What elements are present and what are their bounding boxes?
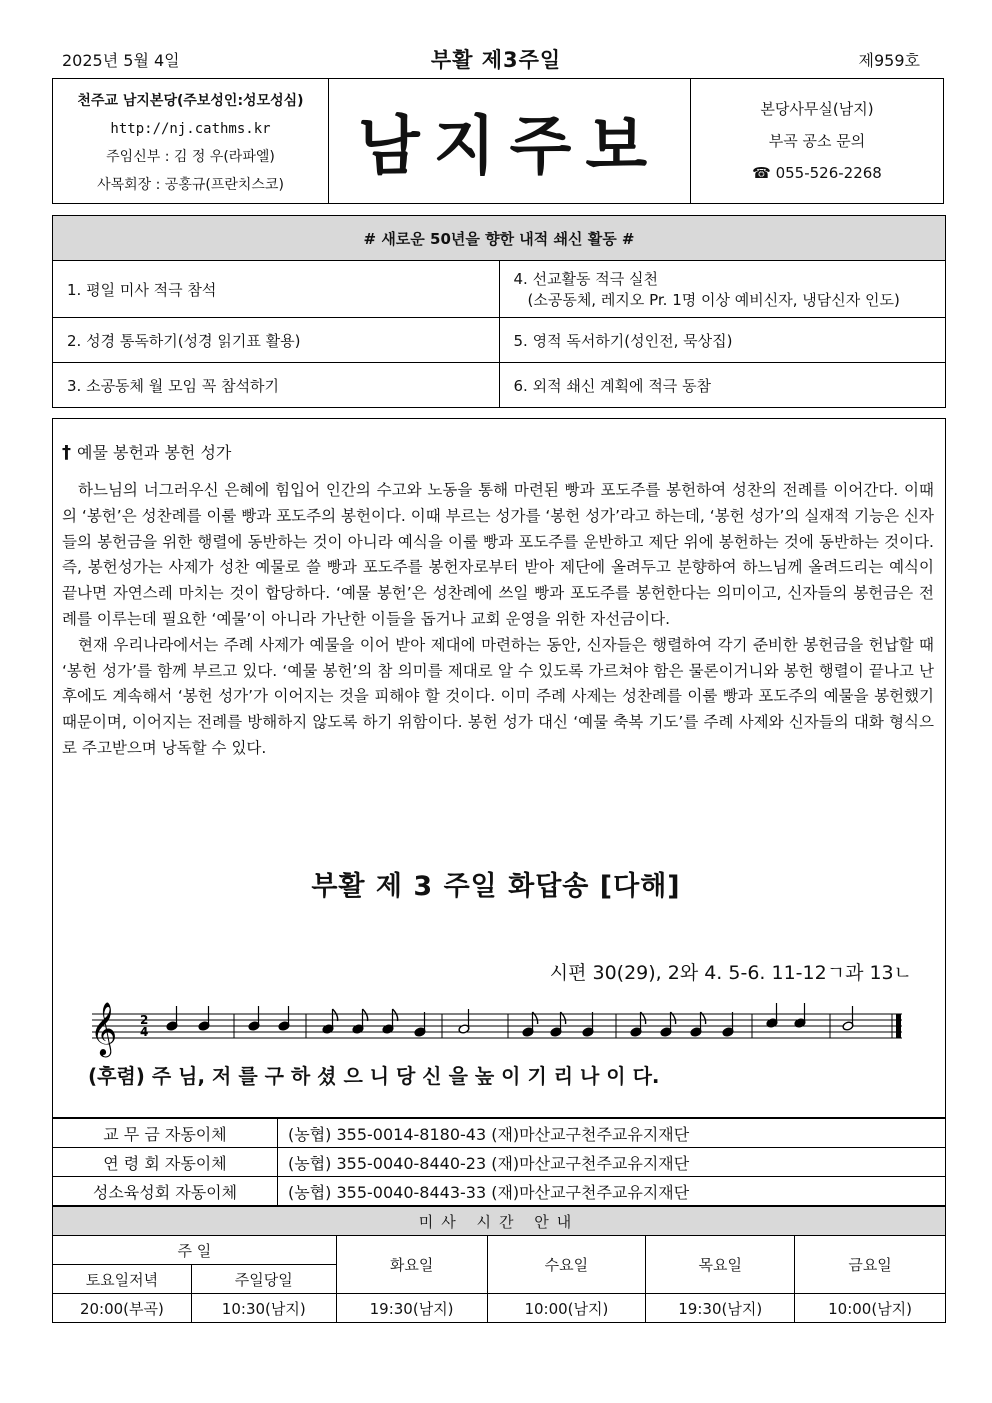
note-flag xyxy=(333,1009,338,1021)
renewal-item: 3. 소공동체 월 모임 꼭 참석하기 xyxy=(53,363,500,408)
cross-icon: † xyxy=(62,442,71,463)
day-header: 금요일 xyxy=(795,1236,946,1294)
day-header: 수요일 xyxy=(487,1236,646,1294)
mass-time: 10:00(남지) xyxy=(487,1294,646,1323)
renewal-item-sub: (소공동체, 레지오 Pr. 1명 이상 예비신자, 냉담신자 인도) xyxy=(527,291,900,309)
article-title-text: 예물 봉헌과 봉헌 성가 xyxy=(77,443,232,462)
renewal-item: 5. 영적 독서하기(성인전, 묵상집) xyxy=(499,318,946,363)
account-label: 연 령 회 자동이체 xyxy=(53,1148,278,1177)
office-info xyxy=(691,79,943,203)
day-header: 토요일저녁 xyxy=(53,1265,192,1294)
article-paragraph: 현재 우리나라에서는 주례 사제가 예물을 이어 받아 제대에 마련하는 동안, 신자들은 행렬하여 각기 준비한 봉헌금을 헌납할 때 ‘봉헌 성가’를 함께 부르고 있다. ‘예물 봉헌’의 참 의미를 제대로 알 수 있도록 가르쳐야 함은 물론이거니와 봉헌 행렬이 끝나고 난 후에도 계속해서 ‘봉헌 성가’가 이어지는 것을 피해야 할 것이다. 이미 주례 사제는 성찬례를 이룰 빵과 포도주의 예물을 봉헌했기 때문이며, 이어지는 전례를 방해하지 않도록 하기 위함이다. 봉헌 성가 대신 ‘예물 축복 기도’를 주례 사제와 신자들의 대화 형식으로 주고받으며 낭독할 수 있다. xyxy=(62,635,934,757)
time-signature-bottom: 4 xyxy=(140,1025,149,1039)
treble-clef-icon: 𝄞 xyxy=(90,1001,118,1055)
account-row xyxy=(53,1148,946,1177)
renewal-item: 6. 외적 쇄신 계획에 적극 동참 xyxy=(499,363,946,408)
renewal-item xyxy=(499,261,946,318)
mass-time: 19:30(남지) xyxy=(336,1294,487,1323)
day-header: 화요일 xyxy=(336,1236,487,1294)
account-label: 성소육성회 자동이체 xyxy=(53,1177,278,1206)
renewal-table xyxy=(52,215,946,408)
day-header: 주일당일 xyxy=(191,1265,336,1294)
office-label: 본당사무실(남지) xyxy=(760,100,874,118)
parish-url[interactable]: http://nj.cathms.kr xyxy=(110,121,271,137)
mass-time: 20:00(부곡) xyxy=(53,1294,192,1323)
article-title xyxy=(62,440,231,463)
mass-times-table xyxy=(52,1206,946,1323)
account-detail: (농협) 355-0040-8440-23 (재)마산교구천주교유지재단 xyxy=(278,1148,946,1177)
parish-name: 천주교 남지본당(주보성인:성모성심) xyxy=(77,93,304,109)
bulletin-logo: 남지주보 xyxy=(357,110,662,184)
account-detail: (농협) 355-0040-8443-33 (재)마산교구천주교유지재단 xyxy=(278,1177,946,1206)
masthead xyxy=(52,78,944,204)
account-label: 교 무 금 자동이체 xyxy=(53,1119,278,1148)
article-paragraph: 하느님의 너그러우신 은혜에 힘입어 인간의 수고와 노동을 통해 마련된 빵과 포도주를 봉헌하여 성찬의 전례를 이어간다. 이때의 ‘봉헌’은 성찬례를 이룰 빵과 포도주의 봉헌이다. 이때 부르는 성가를 ‘봉헌 성가’라고 하는데, ‘봉헌 성가’의 실재적 기능은 신자들의 봉헌금을 위한 행렬에 동반하는 것이 아니라 예식을 이룰 빵과 포도주를 운반하고 제단 위에 봉헌하는 것에 동반하는 것이다. 즉, 봉헌성가는 사제가 성찬 예물로 쓸 빵과 포도주를 봉헌자로부터 받아 제단에 올려두고 분향하여 하느님께 올려드리는 예식이 끝나면 자연스레 마치는 것이 합당하다. ‘예물 봉헌’은 성찬례에 쓰일 빵과 포도주를 봉헌한다는 의미이고, 신자들의 봉헌금은 전례를 이루는데 필요한 ‘예물’이 아니라 가난한 이들을 돕거나 교회 운영을 위한 자선금이다. xyxy=(62,481,934,628)
renewal-item: 2. 성경 통독하기(성경 읽기표 활용) xyxy=(53,318,500,363)
mass-time: 19:30(남지) xyxy=(646,1294,795,1323)
psalm-title: 부활 제 3 주일 화답송 [다해] xyxy=(311,871,681,902)
mass-time: 10:30(남지) xyxy=(191,1294,336,1323)
day-header: 목요일 xyxy=(646,1236,795,1294)
issue-date: 2025년 5월 4일 xyxy=(62,51,180,70)
account-detail: (농협) 355-0014-8180-43 (재)마산교구천주교유지재단 xyxy=(278,1119,946,1148)
council-head: 사목회장 : 공홍규(프란치스코) xyxy=(97,177,284,193)
account-row xyxy=(53,1177,946,1206)
account-row xyxy=(53,1119,946,1148)
logo-box xyxy=(329,79,691,203)
psalm-reference: 시편 30(29), 2와 4. 5-6. 11-12ㄱ과 13ㄴ xyxy=(549,962,912,984)
music-staff xyxy=(88,1000,908,1060)
renewal-heading: # 새로운 50년을 향한 내적 쇄신 활동 # xyxy=(53,216,946,261)
renewal-item: 1. 평일 미사 적극 참석 xyxy=(53,261,500,318)
pastor-name: 주임신부 : 김 정 우(라파엘) xyxy=(106,149,275,165)
parish-info xyxy=(53,79,329,203)
article-body xyxy=(62,478,934,762)
note-flag xyxy=(393,1009,398,1021)
phone-number: ☎ 055-526-2268 xyxy=(752,164,882,182)
psalm-lyrics: (후렴) 주 님, 저 를 구 하 셨 으 니 당 신 을 높 이 기 리 나 이 다. xyxy=(88,1064,660,1088)
time-signature-top: 2 xyxy=(140,1013,149,1027)
renewal-item-text: 4. 선교활동 적극 실천 xyxy=(513,270,659,288)
note-flag xyxy=(363,1009,368,1021)
inquiry-label: 부곡 공소 문의 xyxy=(768,132,866,150)
sunday-title: 부활 제3주일 xyxy=(430,48,562,72)
mass-time: 10:00(남지) xyxy=(795,1294,946,1323)
issue-number: 제959호 xyxy=(858,51,920,70)
mass-heading: 미사 시간 안내 xyxy=(53,1207,946,1236)
sunday-header: 주 일 xyxy=(53,1236,337,1265)
account-table xyxy=(52,1118,946,1206)
